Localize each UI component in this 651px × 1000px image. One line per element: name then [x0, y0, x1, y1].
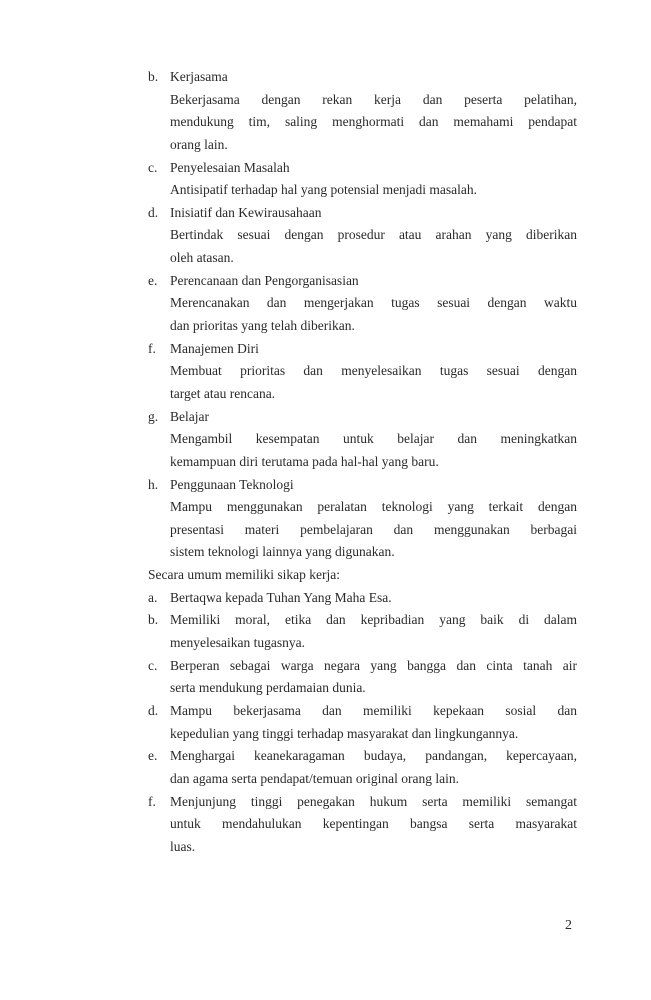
description-text: target atau rencana.: [170, 385, 276, 401]
description-text: sistem teknologi lainnya yang digunakan.: [170, 544, 395, 560]
list-item-text: luas.: [170, 838, 196, 854]
list-item-line: [148, 813, 578, 836]
list-marker: b.: [148, 69, 159, 84]
list-marker: d.: [148, 204, 159, 220]
list-marker: a.: [148, 589, 158, 605]
list-marker: f.: [148, 340, 156, 356]
list-item-description-line: [148, 224, 578, 247]
list-item-description-line: [148, 496, 578, 519]
description-text: Mengambil kesempatan untuk belajar dan meningkatkan: [170, 431, 577, 447]
list-item-heading: [148, 157, 578, 180]
list-item-description-line: [148, 451, 578, 474]
description-text: oleh atasan.: [170, 250, 234, 266]
list-item-line: [148, 655, 578, 678]
list-item-line: [148, 768, 578, 791]
list-item-line: [148, 723, 578, 746]
list-item-text: dan agama serta pendapat/temuan original orang lain.: [170, 770, 460, 786]
list-item-heading: [148, 270, 578, 293]
description-text: Merencanakan dan mengerjakan tugas sesuai dengan waktu: [170, 295, 577, 311]
list-item-title: Penyelesaian Masalah: [170, 159, 290, 175]
list-item-text: kepedulian yang tinggi terhadap masyarakat dan lingkungannya.: [170, 725, 519, 741]
list-item-line: [148, 700, 578, 723]
list-item-description-line: [148, 383, 578, 406]
list-marker: h.: [148, 476, 159, 492]
description-text: Mampu menggunakan peralatan teknologi yang terkait dengan: [170, 499, 577, 515]
list-item-text: Menjunjung tinggi penegakan hukum serta memiliki semangat: [170, 793, 577, 809]
list-item-line: [148, 587, 578, 610]
description-text: Membuat prioritas dan menyelesaikan tugas sesuai dengan: [170, 363, 577, 379]
list-item-line: [148, 745, 578, 768]
description-text: dan prioritas yang telah diberikan.: [170, 318, 355, 334]
list-marker: e.: [148, 272, 158, 288]
list-item-line: [148, 791, 578, 814]
list-item-description-line: [148, 179, 578, 202]
list-item-line: [148, 632, 578, 655]
list-item-title: Kerjasama: [170, 69, 228, 84]
description-text: orang lain.: [170, 136, 228, 152]
list-item-line: [148, 609, 578, 632]
list-item-heading: [148, 406, 578, 429]
description-text: kemampuan diri terutama pada hal-hal yang baru.: [170, 453, 439, 469]
list-marker: e.: [148, 748, 158, 764]
list-item-line: [148, 677, 578, 700]
list-marker: c.: [148, 159, 158, 175]
list-marker: f.: [148, 793, 156, 809]
list-item-description-line: [148, 89, 578, 112]
description-text: presentasi materi pembelajaran dan menggunakan berbagai: [170, 521, 577, 537]
list-item-text: Menghargai keanekaragaman budaya, pandangan, kepercayaan,: [170, 748, 577, 764]
list-item-description-line: [148, 111, 578, 134]
page-number: 2: [565, 918, 572, 933]
list-item-heading: [148, 338, 578, 361]
list-item-title: Penggunaan Teknologi: [170, 476, 294, 492]
document-body: [148, 66, 578, 858]
list-item-text: serta mendukung perdamaian dunia.: [170, 680, 366, 696]
description-text: Bekerjasama dengan rekan kerja dan peserta pelatihan,: [170, 91, 577, 107]
description-text: Bertindak sesuai dengan prosedur atau arahan yang diberikan: [170, 227, 577, 243]
list-item-text: untuk mendahulukan kepentingan bangsa serta masyarakat: [170, 816, 577, 832]
list-item-description-line: [148, 247, 578, 270]
list-item-description-line: [148, 360, 578, 383]
list-item-description-line: [148, 541, 578, 564]
list-marker: d.: [148, 702, 159, 718]
list-item-title: Manajemen Diri: [170, 340, 259, 356]
intro-text: Secara umum memiliki sikap kerja:: [148, 567, 340, 583]
list-item-text: Memiliki moral, etika dan kepribadian yang baik di dalam: [170, 612, 577, 628]
list-item-description-line: [148, 134, 578, 157]
list-item-text: Berperan sebagai warga negara yang bangga dan cinta tanah air: [170, 657, 577, 673]
list-item-description-line: [148, 292, 578, 315]
list-item-title: Inisiatif dan Kewirausahaan: [170, 204, 322, 220]
list-item-description-line: [148, 519, 578, 542]
list-item-line: [148, 836, 578, 859]
list-item-description-line: [148, 315, 578, 338]
list-marker: g.: [148, 408, 159, 424]
description-text: Antisipatif terhadap hal yang potensial menjadi masalah.: [170, 182, 478, 198]
description-text: mendukung tim, saling menghormati dan memahami pendapat: [170, 114, 577, 130]
list-item-heading: [148, 202, 578, 225]
list-item-title: Belajar: [170, 408, 209, 424]
list-item-description-line: [148, 428, 578, 451]
list-item-text: Mampu bekerjasama dan memiliki kepekaan sosial dan: [170, 702, 577, 718]
list-marker: c.: [148, 657, 158, 673]
list-item-title: Perencanaan dan Pengorganisasian: [170, 272, 359, 288]
intro-line: [148, 564, 578, 587]
list-marker: b.: [148, 612, 159, 628]
list-item-heading: [148, 66, 578, 89]
list-item-text: Bertaqwa kepada Tuhan Yang Maha Esa.: [170, 589, 392, 605]
list-item-heading: [148, 474, 578, 497]
list-item-text: menyelesaikan tugasnya.: [170, 635, 305, 651]
